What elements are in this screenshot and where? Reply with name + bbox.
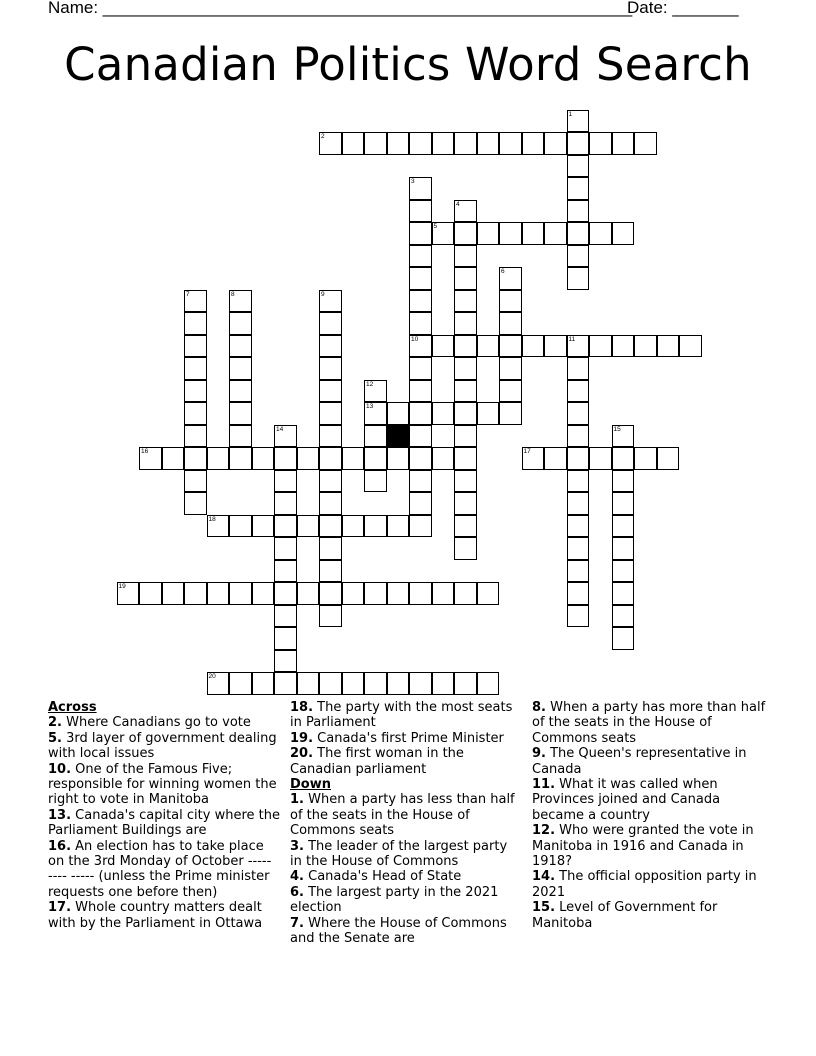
grid-cell[interactable] [184,447,207,470]
grid-cell[interactable] [274,627,297,650]
grid-cell[interactable] [409,582,432,605]
grid-cell[interactable] [454,380,477,403]
grid-cell[interactable] [567,402,590,425]
grid-cell[interactable] [477,672,500,695]
clue-item-number: 20. [290,746,314,762]
clue-number-17: 17 [523,448,531,455]
grid-cell[interactable] [319,357,342,380]
grid-cell[interactable] [229,402,252,425]
grid-cell[interactable] [454,222,477,245]
grid-cell[interactable] [432,402,455,425]
clue-number-18: 18 [208,515,216,523]
grid-cell[interactable] [432,222,455,245]
grid-cell[interactable] [657,447,680,470]
grid-cell[interactable] [409,470,432,493]
grid-cell[interactable] [567,492,590,515]
clue-item-number: 17. [48,900,72,916]
clue-number-12: 12 [366,380,374,388]
grid-cell[interactable] [589,447,612,470]
grid-cell[interactable] [364,672,387,695]
grid-cell[interactable] [499,222,522,245]
grid-cell[interactable] [432,132,455,155]
clue-item-number: 10. [48,761,72,777]
grid-cell[interactable] [499,402,522,425]
grid-cell[interactable] [544,132,567,155]
grid-cell[interactable] [612,132,635,155]
clue-item-text: The official opposition party in 2021 [532,869,757,900]
clue-item-number: 8. [532,700,546,715]
clue-heading-across: Across [48,700,97,715]
clue-item-number: 2. [48,715,62,731]
clue-item [290,746,522,777]
grid-cell[interactable] [184,492,207,515]
grid-cell[interactable] [229,515,252,538]
grid-cell[interactable] [477,582,500,605]
grid-cell[interactable] [229,380,252,403]
clues-column-2 [290,700,522,947]
grid-cell[interactable] [589,132,612,155]
clue-item-text: Canada's first Prime Minister [313,730,504,746]
grid-cell[interactable] [477,335,500,358]
grid-cell[interactable] [454,402,477,425]
grid-cell[interactable] [319,582,342,605]
grid-cell[interactable] [454,245,477,268]
clue-item-text: 3rd layer of government dealing with local issues [48,730,277,762]
grid-cell[interactable] [454,267,477,290]
grid-cell[interactable] [229,447,252,470]
grid-cell[interactable] [387,402,410,425]
grid-cell[interactable] [409,222,432,245]
grid-cell[interactable] [319,605,342,628]
clues-column-1 [48,700,280,931]
grid-cell[interactable] [229,290,252,313]
grid-cell[interactable] [184,290,207,313]
grid-cell[interactable] [184,335,207,358]
clue-item [532,746,772,777]
clue-item-number: 4. [290,869,304,885]
grid-cell[interactable] [499,312,522,335]
grid-cell[interactable] [567,335,590,358]
grid-cell[interactable] [387,672,410,695]
grid-cell[interactable] [297,447,320,470]
grid-cell[interactable] [229,357,252,380]
grid-cell[interactable] [364,425,387,448]
grid-cell[interactable] [567,605,590,628]
grid-cell[interactable] [252,672,275,695]
date-field-label: Date: _______ [627,0,739,17]
clue-number-9: 9 [321,290,325,298]
grid-cell[interactable] [229,312,252,335]
grid-cell[interactable] [634,447,657,470]
clue-item [48,900,280,931]
clue-item-text: An election has to take place on the 3rd Monday of October ----- ---- ----- (unless the Prime minister requests one before then) [48,838,272,900]
grid-cell[interactable] [364,515,387,538]
grid-cell[interactable] [567,200,590,223]
grid-cell[interactable] [274,515,297,538]
grid-cell[interactable] [387,515,410,538]
clue-number-15: 15 [613,425,621,433]
clue-item [48,731,280,762]
grid-cell[interactable] [297,515,320,538]
grid-cell[interactable] [567,560,590,583]
grid-cell[interactable] [454,537,477,560]
grid-cell[interactable] [252,447,275,470]
clue-item [48,839,280,901]
grid-cell[interactable] [387,447,410,470]
grid-cell[interactable] [612,447,635,470]
page-title: Canadian Politics Word Search [64,38,752,91]
grid-cell[interactable] [454,312,477,335]
grid-cell[interactable] [567,357,590,380]
grid-cell[interactable] [612,222,635,245]
grid-cell[interactable] [409,177,432,200]
grid-cell[interactable] [229,425,252,448]
grid-cell[interactable] [409,267,432,290]
clue-item [532,823,772,869]
grid-cell[interactable] [342,447,365,470]
clue-item-text: The Queen's representative in Canada [532,746,747,777]
grid-cell[interactable] [364,582,387,605]
clue-item [532,900,772,931]
grid-cell[interactable] [409,447,432,470]
grid-cell[interactable] [342,515,365,538]
clue-number-19: 19 [118,583,126,590]
grid-cell[interactable] [477,402,500,425]
grid-cell[interactable] [567,245,590,268]
grid-cell[interactable] [297,672,320,695]
grid-cell[interactable] [567,380,590,403]
grid-cell[interactable] [544,335,567,358]
clue-number-8: 8 [231,290,235,298]
grid-cell[interactable] [319,470,342,493]
grid-cell[interactable] [499,290,522,313]
grid-cell[interactable] [319,335,342,358]
clue-item-number: 1. [290,792,304,808]
clue-item-text: Canada's Head of State [303,869,462,885]
grid-cell[interactable] [454,492,477,515]
clue-item-number: 19. [290,730,314,746]
grid-cell[interactable] [544,447,567,470]
grid-cell[interactable] [364,470,387,493]
grid-cell[interactable] [567,155,590,178]
clue-item-text: Whole country matters dealt with by the Parliament in Ottawa [48,900,263,931]
grid-cell[interactable] [229,582,252,605]
clue-item [290,700,522,731]
grid-cell[interactable] [454,335,477,358]
grid-cell[interactable] [477,222,500,245]
grid-cell[interactable] [252,515,275,538]
grid-cell[interactable] [499,357,522,380]
clue-item [290,885,522,916]
grid-cell[interactable] [409,357,432,380]
grid-cell[interactable] [409,290,432,313]
grid-cell[interactable] [364,402,387,425]
grid-cell[interactable] [229,335,252,358]
grid-cell[interactable] [319,402,342,425]
clue-number-4: 4 [456,200,460,208]
grid-cell[interactable] [432,672,455,695]
grid-cell[interactable] [499,380,522,403]
grid-cell[interactable] [409,425,432,448]
grid-cell[interactable] [612,470,635,493]
grid-cell[interactable] [117,582,140,605]
grid-cell[interactable] [454,470,477,493]
grid-cell[interactable] [567,222,590,245]
clue-item-number: 15. [532,900,556,916]
clue-item-number: 11. [532,777,556,793]
clue-item [48,808,280,839]
clue-number-16: 16 [141,448,149,455]
grid-cell[interactable] [207,582,230,605]
grid-cell[interactable] [274,560,297,583]
grid-cell[interactable] [612,537,635,560]
clue-item [290,792,522,838]
grid-cell[interactable] [567,537,590,560]
clue-item [532,869,772,900]
grid-cell[interactable] [342,672,365,695]
clue-number-13: 13 [366,403,374,410]
clue-item-number: 9. [532,746,546,762]
grid-cell[interactable] [544,222,567,245]
clue-number-5: 5 [433,223,438,230]
grid-cell[interactable] [319,492,342,515]
grid-cell[interactable] [567,470,590,493]
clue-number-7: 7 [186,290,190,298]
grid-cell[interactable] [409,672,432,695]
clue-item-number: 18. [290,700,314,715]
grid-cell[interactable] [207,447,230,470]
grid-cell[interactable] [612,515,635,538]
grid-cell[interactable] [342,582,365,605]
clue-item-text: When a party has less than half of the seats in the House of Commons seats [290,792,515,839]
grid-cell[interactable] [454,515,477,538]
clue-item-number: 16. [48,838,72,854]
grid-cell[interactable] [522,447,545,470]
grid-cell[interactable] [454,447,477,470]
grid-cell[interactable] [319,447,342,470]
grid-cell[interactable] [139,447,162,470]
grid-cell[interactable] [522,132,545,155]
clue-item-text: The leader of the largest party in the House of Commons [290,838,508,870]
clue-item-number: 7. [290,915,304,931]
grid-cell[interactable] [612,492,635,515]
grid-cell[interactable] [207,672,230,695]
grid-cell[interactable] [297,582,320,605]
clue-item-text: Where the House of Commons and the Senate are [290,915,507,947]
grid-cell[interactable] [207,515,230,538]
grid-cell[interactable] [567,132,590,155]
clue-item-number: 12. [532,823,556,839]
grid-cell[interactable] [319,380,342,403]
grid-cell[interactable] [274,582,297,605]
grid-cell[interactable] [567,515,590,538]
grid-cell[interactable] [252,582,275,605]
grid-cell[interactable] [409,245,432,268]
clue-item [290,869,522,884]
grid-cell[interactable] [679,335,702,358]
grid-cell[interactable] [567,267,590,290]
grid-cell[interactable] [274,470,297,493]
clue-item-number: 3. [290,838,304,854]
grid-cell[interactable] [454,132,477,155]
grid-cell[interactable] [274,447,297,470]
grid-cell[interactable] [567,582,590,605]
grid-cell[interactable] [162,447,185,470]
grid-cell[interactable] [454,200,477,223]
grid-cell[interactable] [184,425,207,448]
clue-number-11: 11 [568,335,576,343]
grid-cell[interactable] [342,132,365,155]
grid-cell[interactable] [364,447,387,470]
clue-item [290,916,522,947]
clue-item-text: What it was called when Provinces joined and Canada became a country [532,777,721,823]
clue-number-10: 10 [411,335,419,343]
grid-cell[interactable] [499,267,522,290]
grid-cell[interactable] [567,177,590,200]
grid-cell[interactable] [274,650,297,673]
grid-cell[interactable] [184,357,207,380]
clues-column-3 [532,700,772,931]
grid-cell[interactable] [364,132,387,155]
grid-cell[interactable] [139,582,162,605]
grid-cell[interactable] [612,335,635,358]
clue-item-text: One of the Famous Five; responsible for winning women the right to vote in Manitoba [48,761,277,808]
grid-cell[interactable] [319,672,342,695]
grid-cell[interactable] [319,425,342,448]
clue-item [290,839,522,870]
grid-cell[interactable] [274,425,297,448]
grid-cell[interactable] [589,335,612,358]
clue-item-number: 13. [48,807,72,823]
clue-number-14: 14 [276,425,284,433]
grid-cell[interactable] [454,357,477,380]
grid-cell[interactable] [612,425,635,448]
grid-cell[interactable] [409,132,432,155]
grid-cell[interactable] [319,560,342,583]
grid-cell[interactable] [319,312,342,335]
clue-number-1: 1 [568,110,573,118]
grid-cell[interactable] [454,672,477,695]
grid-cell[interactable] [432,335,455,358]
grid-cell[interactable] [657,335,680,358]
grid-cell[interactable] [409,200,432,223]
grid-cell[interactable] [387,132,410,155]
clue-item-text: The largest party in the 2021 election [290,884,499,916]
grid-cell[interactable] [229,672,252,695]
clue-item-text: Where Canadians go to vote [61,715,251,731]
grid-cell[interactable] [184,470,207,493]
grid-cell[interactable] [184,380,207,403]
grid-cell[interactable] [387,582,410,605]
clue-item [532,777,772,823]
grid-cell[interactable] [634,335,657,358]
clue-item-number: 6. [290,884,304,900]
grid-cell[interactable] [319,132,342,155]
clue-item-text: When a party has more than half of the seats in the House of Commons seats [532,700,766,746]
clue-item [48,715,280,730]
grid-cell[interactable] [274,605,297,628]
clue-item-number: 14. [532,869,556,885]
grid-cell[interactable] [567,447,590,470]
grid-cell[interactable] [184,582,207,605]
grid-cell[interactable] [612,627,635,650]
grid-cell[interactable] [499,335,522,358]
clue-heading-down: Down [290,777,331,793]
clue-number-3: 3 [411,178,415,185]
grid-black-cell [387,425,410,448]
clue-number-6: 6 [501,268,505,275]
grid-cell[interactable] [612,605,635,628]
clue-item [48,762,280,808]
clue-number-20: 20 [208,673,216,680]
grid-cell[interactable] [477,132,500,155]
grid-cell[interactable] [634,132,657,155]
grid-cell[interactable] [612,582,635,605]
grid-cell[interactable] [432,582,455,605]
grid-cell[interactable] [162,582,185,605]
grid-cell[interactable] [454,290,477,313]
clue-item-text: Canada's capital city where the Parliament Buildings are [48,807,280,839]
grid-cell[interactable] [409,402,432,425]
grid-cell[interactable] [184,402,207,425]
grid-cell[interactable] [409,380,432,403]
clue-item-number: 5. [48,730,62,746]
grid-cell[interactable] [274,537,297,560]
grid-cell[interactable] [454,425,477,448]
clue-number-2: 2 [321,133,325,140]
clue-item-text: The first woman in the Canadian parliament [290,746,464,777]
grid-cell[interactable] [589,222,612,245]
grid-cell[interactable] [409,515,432,538]
grid-cell[interactable] [567,425,590,448]
grid-cell[interactable] [274,672,297,695]
clue-item [532,700,772,746]
grid-cell[interactable] [522,335,545,358]
grid-cell[interactable] [274,492,297,515]
name-field-label: Name: ________________________________________________________ [48,0,633,17]
grid-cell[interactable] [364,380,387,403]
grid-cell[interactable] [454,582,477,605]
clue-item-text: Who were granted the vote in Manitoba in 1916 and Canada in 1918? [532,823,754,870]
grid-cell[interactable] [319,290,342,313]
grid-cell[interactable] [409,492,432,515]
clue-item-text: Level of Government for Manitoba [532,900,718,931]
grid-cell[interactable] [522,222,545,245]
grid-cell[interactable] [319,515,342,538]
grid-cell[interactable] [567,110,590,133]
grid-cell[interactable] [319,537,342,560]
clue-item-text: The party with the most seats in Parliament [290,700,513,731]
grid-cell[interactable] [612,560,635,583]
grid-cell[interactable] [499,132,522,155]
grid-cell[interactable] [409,312,432,335]
grid-cell[interactable] [432,447,455,470]
grid-cell[interactable] [409,335,432,358]
grid-cell[interactable] [184,312,207,335]
clue-item [290,731,522,746]
